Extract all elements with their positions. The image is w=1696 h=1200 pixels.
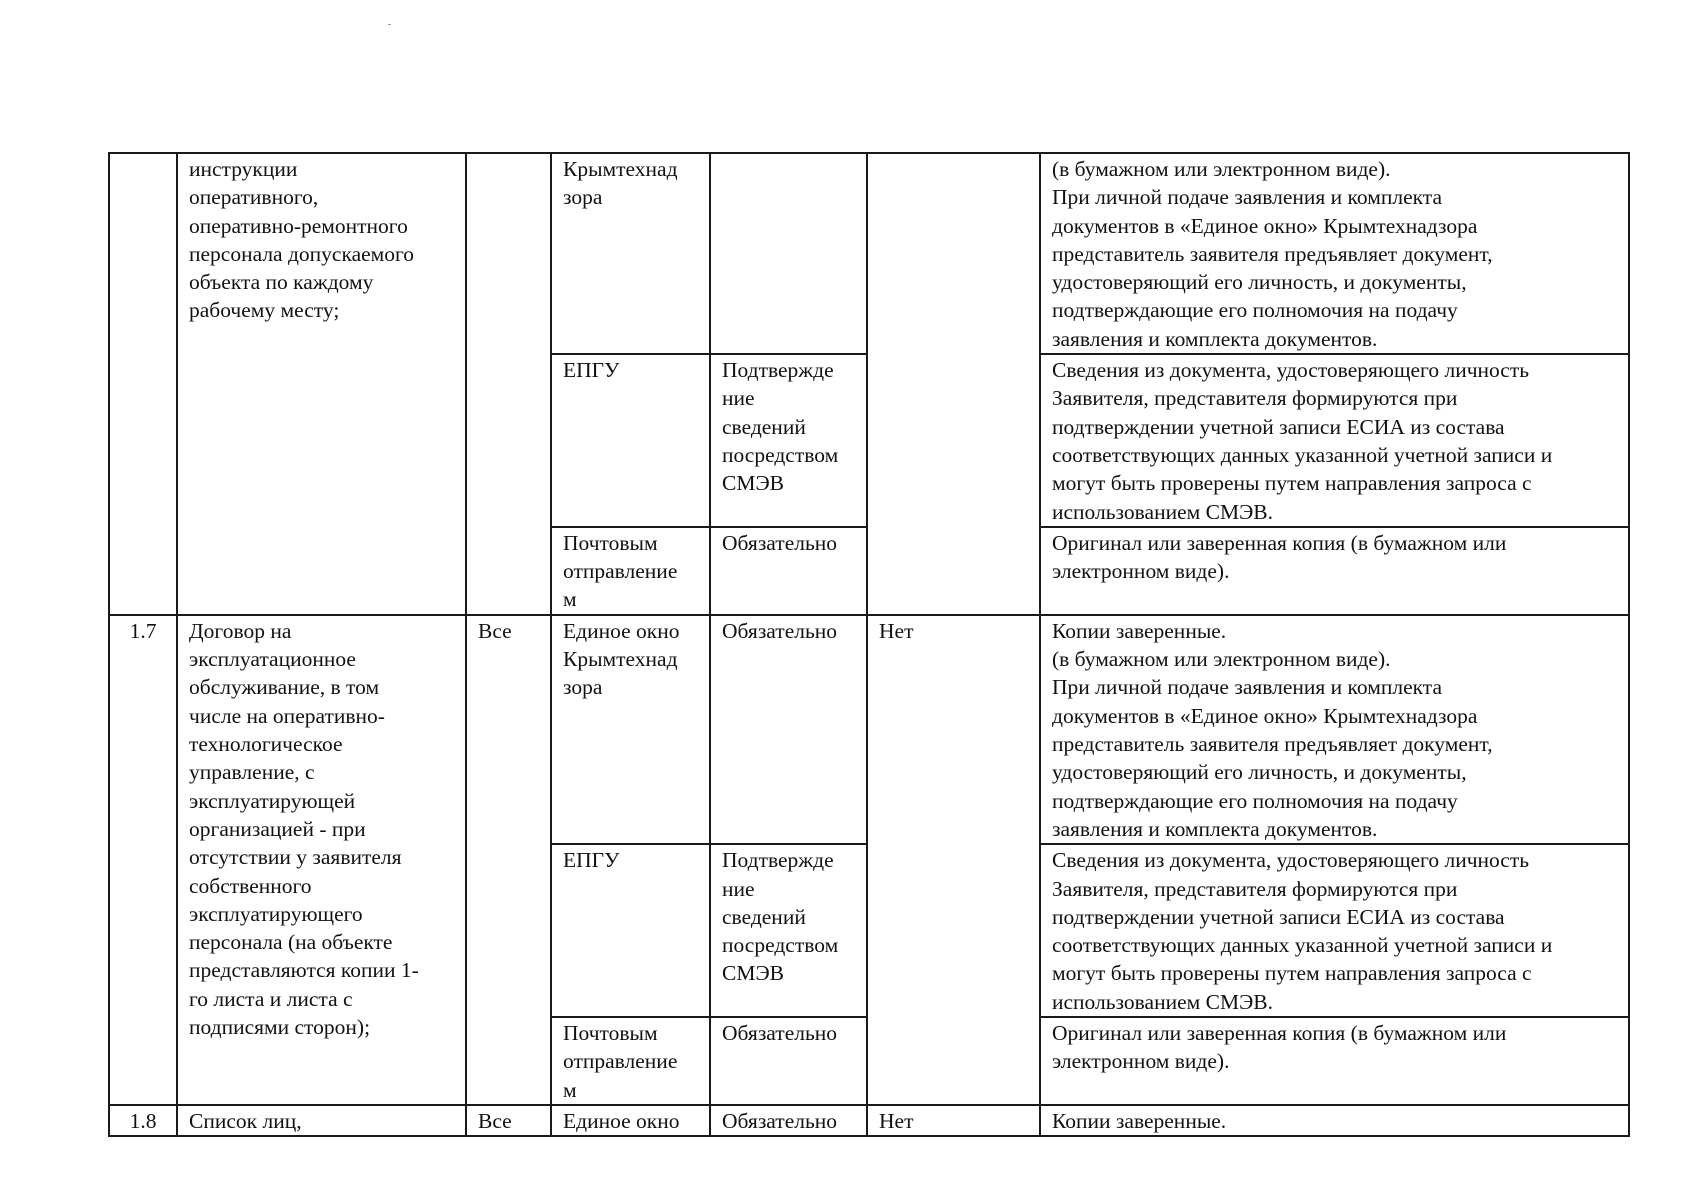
document-name-cell: Договор на эксплуатационное обслуживание, в том числе на оперативно- технологическое управление, с эксплуатирующей организацией - при отсутствии у заявителя собственного эксплуатирующего персонала (на объекте представляются копии 1- го листа и листа с подписями сторон);: [177, 615, 466, 1105]
document-note-cell: Оригинал или заверенная копия (в бумажном или электронном виде).: [1040, 527, 1629, 615]
document-note-cell: Оригинал или заверенная копия (в бумажном или электронном виде).: [1040, 1017, 1629, 1105]
reuse-cell: Нет: [867, 615, 1040, 1105]
submission-method-cell: Единое окно Крымтехнад зора: [551, 615, 710, 844]
table-row: [109, 1105, 1629, 1136]
requirement-cell: [710, 153, 867, 354]
table-row: [109, 153, 1629, 354]
requirements-table: [108, 152, 1630, 1137]
submission-method-cell: Почтовым отправление м: [551, 527, 710, 615]
row-number-cell: [109, 153, 177, 615]
applicant-category-cell: Все: [466, 1105, 551, 1136]
row-number-cell: 1.7: [109, 615, 177, 1105]
table-row: [109, 615, 1629, 844]
row-number-cell: 1.8: [109, 1105, 177, 1136]
requirement-cell: Обязательно: [710, 615, 867, 844]
document-note-cell: Копии заверенные. (в бумажном или электронном виде). При личной подаче заявления и комплекта документов в «Единое окно» Крымтехнадзора представитель заявителя предъявляет документ, удостоверяющий его личность, и документы, подтверждающие его полномочия на подачу заявления и комплекта документов.: [1040, 615, 1629, 844]
requirement-cell: Обязательно: [710, 1017, 867, 1105]
requirement-cell: Подтвержде ние сведений посредством СМЭВ: [710, 354, 867, 527]
document-name-cell: Список лиц,: [177, 1105, 466, 1136]
submission-method-cell: ЕПГУ: [551, 844, 710, 1017]
submission-method-cell: ЕПГУ: [551, 354, 710, 527]
reuse-cell: [867, 153, 1040, 615]
requirement-cell: Обязательно: [710, 1105, 867, 1136]
document-name-cell: инструкции оперативного, оперативно-ремонтного персонала допускаемого объекта по каждому рабочему месту;: [177, 153, 466, 615]
applicant-category-cell: Все: [466, 615, 551, 1105]
requirement-cell: Подтвержде ние сведений посредством СМЭВ: [710, 844, 867, 1017]
document-note-cell: (в бумажном или электронном виде). При личной подаче заявления и комплекта документов в «Единое окно» Крымтехнадзора представитель заявителя предъявляет документ, удостоверяющий его личность, и документы, подтверждающие его полномочия на подачу заявления и комплекта документов.: [1040, 153, 1629, 354]
submission-method-cell: Единое окно: [551, 1105, 710, 1136]
reuse-cell: Нет: [867, 1105, 1040, 1136]
applicant-category-cell: [466, 153, 551, 615]
document-note-cell: Сведения из документа, удостоверяющего личность Заявителя, представителя формируются при подтверждении учетной записи ЕСИА из состава соответствующих данных указанной учетной записи и могут быть проверены путем направления запроса с использованием СМЭВ.: [1040, 844, 1629, 1017]
document-note-cell: Сведения из документа, удостоверяющего личность Заявителя, представителя формируются при подтверждении учетной записи ЕСИА из состава соответствующих данных указанной учетной записи и могут быть проверены путем направления запроса с использованием СМЭВ.: [1040, 354, 1629, 527]
submission-method-cell: Крымтехнад зора: [551, 153, 710, 354]
requirement-cell: Обязательно: [710, 527, 867, 615]
document-note-cell: Копии заверенные.: [1040, 1105, 1629, 1136]
submission-method-cell: Почтовым отправление м: [551, 1017, 710, 1105]
scan-speck: [388, 24, 391, 25]
